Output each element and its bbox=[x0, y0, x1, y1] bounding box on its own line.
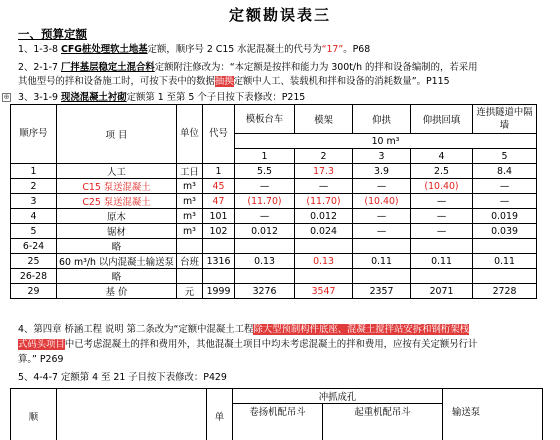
cell-value: (11.70) bbox=[235, 194, 295, 209]
p4-highlight-2: 式码头项目 bbox=[18, 339, 65, 350]
cell-value: — bbox=[235, 179, 295, 194]
cell-value: 8.4 bbox=[473, 164, 537, 179]
table-row bbox=[11, 224, 537, 239]
p2-number: 2、2-1-7 bbox=[18, 62, 61, 73]
sub-number: 5 bbox=[473, 149, 537, 164]
cell-seq: 6-24 bbox=[11, 239, 57, 254]
cell-item: C25 泵送混凝土 bbox=[57, 194, 177, 209]
cell-value bbox=[411, 269, 473, 284]
header-col-3: 仰拱 bbox=[353, 105, 411, 134]
paragraph-2-line-1 bbox=[18, 61, 548, 74]
section-heading: 一、预算定额 bbox=[18, 27, 87, 41]
cell-code: 1316 bbox=[203, 254, 235, 269]
header-item: 项 目 bbox=[57, 105, 177, 164]
sub-number: 2 bbox=[295, 149, 353, 164]
cell-code: 1 bbox=[203, 164, 235, 179]
cell-unit: 工日 bbox=[177, 164, 203, 179]
cell-value: 0.039 bbox=[473, 224, 537, 239]
p1-text: 定额，顺序号 2 C15 水泥混凝土的代号为 bbox=[147, 44, 322, 55]
p3-number: 3、3-1-9 bbox=[18, 92, 61, 103]
cell-unit: 台班 bbox=[177, 254, 203, 269]
table-row bbox=[11, 179, 537, 194]
p1-title: CFG桩处理软土地基 bbox=[60, 44, 148, 55]
cell-value: — bbox=[473, 179, 537, 194]
t2-sub-2: 起重机配吊斗 bbox=[323, 404, 443, 440]
paragraph-5: 5、4-4-7 定额第 4 至 21 子目按下表修改：P429 bbox=[18, 372, 227, 383]
cell-value: 0.019 bbox=[473, 209, 537, 224]
cell-value: 2.5 bbox=[411, 164, 473, 179]
cell-item: 锯材 bbox=[57, 224, 177, 239]
cell-seq: 4 bbox=[11, 209, 57, 224]
cell-value bbox=[411, 239, 473, 254]
cell-unit: m³ bbox=[177, 179, 203, 194]
header-col-2: 模架 bbox=[295, 105, 353, 134]
paragraph-1 bbox=[18, 43, 548, 56]
cell-seq: 5 bbox=[11, 224, 57, 239]
table-row bbox=[11, 164, 537, 179]
paragraph-4-line-1 bbox=[18, 323, 548, 336]
paragraph-4-line-3: 算。” P269 bbox=[18, 354, 64, 365]
cell-seq: 3 bbox=[11, 194, 57, 209]
cell-value: 0.11 bbox=[473, 254, 537, 269]
p3-title: 现浇混凝土衬砌 bbox=[60, 92, 127, 103]
p2-title: 厂拌基层稳定土混合料 bbox=[60, 62, 155, 73]
cell-value: — bbox=[473, 194, 537, 209]
cell-value bbox=[353, 239, 411, 254]
t2-header-group: 冲抓成孔 bbox=[233, 389, 443, 404]
cell-unit: m³ bbox=[177, 209, 203, 224]
cell-value: 0.012 bbox=[295, 209, 353, 224]
cell-value: (10.40) bbox=[353, 194, 411, 209]
cell-unit: m³ bbox=[177, 224, 203, 239]
cell-code: 45 bbox=[203, 179, 235, 194]
table-row bbox=[11, 269, 537, 284]
p2-highlight: 抽换 bbox=[214, 76, 234, 87]
cell-value bbox=[295, 239, 353, 254]
cell-value: 0.024 bbox=[295, 224, 353, 239]
header-col-1: 模板台车 bbox=[235, 105, 295, 134]
cell-value bbox=[235, 239, 295, 254]
cell-value: 3547 bbox=[295, 284, 353, 299]
revision-table bbox=[10, 104, 537, 299]
cell-code: 47 bbox=[203, 194, 235, 209]
header-seq: 顺序号 bbox=[11, 105, 57, 164]
table-row bbox=[11, 194, 537, 209]
sub-number: 4 bbox=[411, 149, 473, 164]
p1-page: 。P68 bbox=[343, 44, 371, 55]
p1-number: 1、1-3-8 bbox=[18, 44, 61, 55]
cell-value: 2357 bbox=[353, 284, 411, 299]
table-row bbox=[11, 239, 537, 254]
cell-seq: 29 bbox=[11, 284, 57, 299]
cell-code: 101 bbox=[203, 209, 235, 224]
cell-seq: 2 bbox=[11, 179, 57, 194]
cell-value: — bbox=[411, 224, 473, 239]
header-code: 代号 bbox=[203, 105, 235, 164]
cell-item: 60 m³/h 以内混凝土输送泵 bbox=[57, 254, 177, 269]
p4-text: 4、第四章 桥涵工程 说明 第二条改为“定额中混凝土工程 bbox=[18, 324, 254, 335]
cell-unit: m³ bbox=[177, 194, 203, 209]
cell-value: 2728 bbox=[473, 284, 537, 299]
paragraph-3 bbox=[18, 91, 548, 104]
cell-value: 3276 bbox=[235, 284, 295, 299]
paragraph-4-line-2 bbox=[18, 338, 548, 351]
cell-value: (11.70) bbox=[295, 194, 353, 209]
cell-value: — bbox=[235, 209, 295, 224]
cell-value: — bbox=[353, 179, 411, 194]
cell-value: 3.9 bbox=[353, 164, 411, 179]
cell-value: — bbox=[353, 209, 411, 224]
table-row bbox=[11, 254, 537, 269]
t2-header-seq: 顺 bbox=[11, 389, 57, 440]
header-unit: 单位 bbox=[177, 105, 203, 164]
cell-value: — bbox=[353, 224, 411, 239]
cell-code: 1999 bbox=[203, 284, 235, 299]
cell-unit bbox=[177, 239, 203, 254]
t2-sub-3: 输送泵 bbox=[452, 407, 481, 418]
table-header-row bbox=[11, 105, 537, 134]
cell-item: 基 价 bbox=[57, 284, 177, 299]
cell-item: 人工 bbox=[57, 164, 177, 179]
cell-unit: 元 bbox=[177, 284, 203, 299]
cell-code: 102 bbox=[203, 224, 235, 239]
cell-value bbox=[473, 239, 537, 254]
p3-text: 定额第 1 至第 5 个子目按下表修改：P215 bbox=[126, 92, 306, 103]
header-col-4: 仰拱回填 bbox=[411, 105, 473, 134]
p2-text-3: 定额中人工、装载机和拌和设备的消耗数量”。P115 bbox=[233, 76, 450, 87]
cell-value: 0.13 bbox=[295, 254, 353, 269]
cell-value: 0.11 bbox=[353, 254, 411, 269]
header-col-5: 连拱隧道中隔墙 bbox=[473, 105, 537, 134]
cell-value: 0.13 bbox=[235, 254, 295, 269]
cell-value: 0.012 bbox=[235, 224, 295, 239]
p4-highlight: 除大型预制构件底座、混凝土搅拌站安拆和钢桁架栈 bbox=[253, 324, 470, 335]
sub-number: 1 bbox=[235, 149, 295, 164]
p4-text-2: 中已考虑混凝土的拌和费用外，其他混凝土项目中均未考虑混凝土的拌和费用，应按有关定额另行计 bbox=[64, 339, 478, 350]
p2-text-2: 其他型号的拌和设备施工时，可按下表中的数据 bbox=[18, 76, 215, 87]
cell-value: — bbox=[411, 194, 473, 209]
table-row bbox=[11, 284, 537, 299]
cell-value: 0.11 bbox=[411, 254, 473, 269]
cell-item: 原木 bbox=[57, 209, 177, 224]
cell-item: 略 bbox=[57, 269, 177, 284]
cell-value: — bbox=[411, 209, 473, 224]
cell-value bbox=[295, 269, 353, 284]
t2-header-unit: 单 bbox=[207, 389, 233, 440]
cell-value bbox=[473, 269, 537, 284]
cell-unit bbox=[177, 269, 203, 284]
cell-value: 5.5 bbox=[235, 164, 295, 179]
cell-item: 略 bbox=[57, 239, 177, 254]
cell-value: 2071 bbox=[411, 284, 473, 299]
cell-value: — bbox=[295, 179, 353, 194]
cell-value: 17.3 bbox=[295, 164, 353, 179]
cell-value bbox=[235, 269, 295, 284]
t2-sub-1: 卷扬机配吊斗 bbox=[233, 404, 323, 440]
p2-text: 定额附注修改为：“本定额是按拌和能力为 300t/h 的拌和设备编制的，若采用 bbox=[154, 62, 478, 73]
cell-seq: 25 bbox=[11, 254, 57, 269]
cell-code bbox=[203, 269, 235, 284]
table-anchor-icon[interactable]: ⊕ bbox=[3, 93, 10, 101]
t2-header-item bbox=[57, 389, 207, 440]
cell-item: C15 泵送混凝土 bbox=[57, 179, 177, 194]
sub-number: 3 bbox=[353, 149, 411, 164]
cell-seq: 1 bbox=[11, 164, 57, 179]
p1-red-code: “17” bbox=[321, 44, 344, 55]
cell-code bbox=[203, 239, 235, 254]
cell-value bbox=[353, 269, 411, 284]
page-title: 定额勘误表三 bbox=[228, 6, 331, 24]
table-row bbox=[11, 209, 537, 224]
unit-label: 10 m³ bbox=[235, 134, 537, 149]
paragraph-2-line-2 bbox=[18, 75, 548, 88]
cell-value: (10.40) bbox=[411, 179, 473, 194]
cell-seq: 26-28 bbox=[11, 269, 57, 284]
